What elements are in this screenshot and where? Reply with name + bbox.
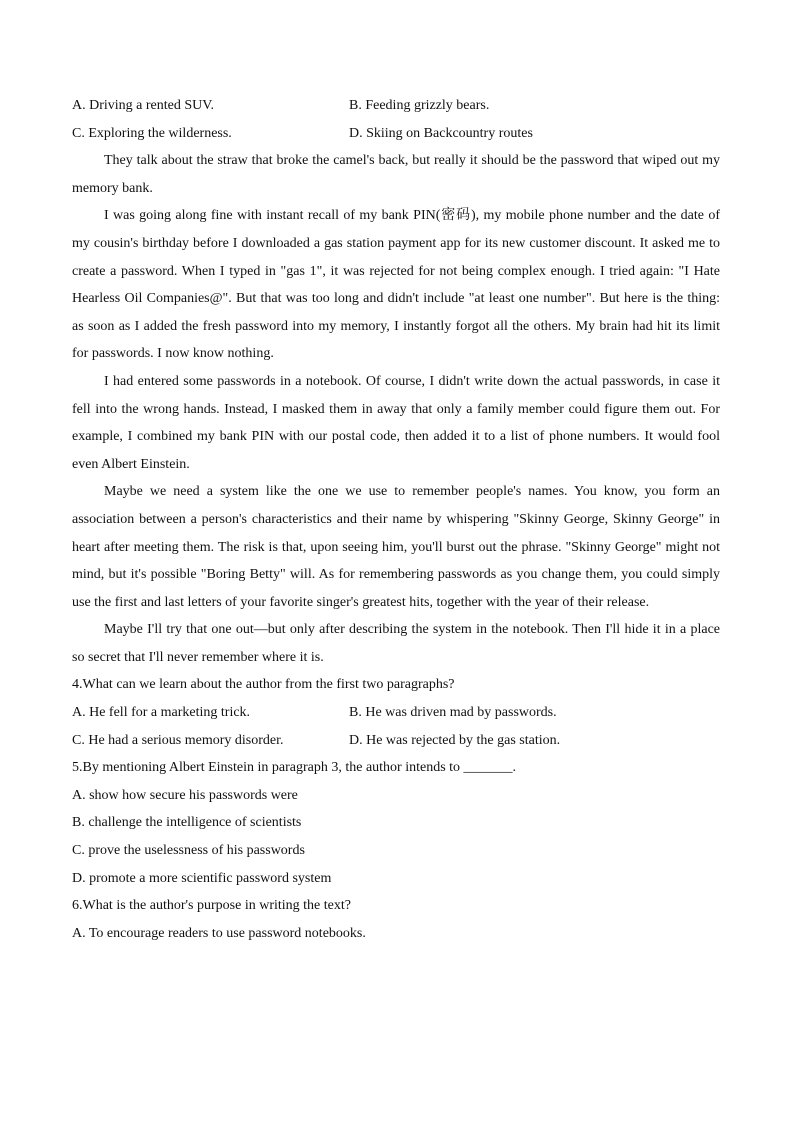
question-5-stem: 5.By mentioning Albert Einstein in paragraph 3, the author intends to _______.	[72, 760, 517, 776]
option-a: A. Driving a rented SUV.	[72, 98, 215, 113]
question-5-option-b: B. challenge the intelligence of scientists	[72, 815, 302, 831]
page-content	[72, 92, 720, 947]
passage-paragraph-2: I was going along fine with instant recall of my bank PIN(密码), my mobile phone number and the date of my cousin's birthday before I downloaded a gas station payment app for its new customer discount. It asked me to create a password. When I typed in "gas 1", it was rejected for not being complex enough. I tried again: "I Hate Hearless Oil Companies@". But that was too long and didn't include "at least one number". But here is the thing: as soon as I added the fresh password into my memory, I instantly forgot all the others. My brain had hit its limit for passwords. I now know nothing.	[72, 208, 720, 362]
question-4-option-row	[72, 727, 720, 755]
question-6-option-a: A. To encourage readers to use password notebooks.	[72, 925, 366, 941]
passage-paragraph-4: Maybe we need a system like the one we use to remember people's names. You know, you form an association between a person's characteristics and their name by whispering "Skinny George, Skinny George" in heart after meeting them. The risk is that, upon seeing him, you'll burst out the phrase. "Skinny George" might not mind, but it's possible "Boring Betty" will. As for remembering passwords as you change them, you could simply use the first and last letters of your favorite singer's greatest hits, together with the year of their release.	[72, 484, 720, 610]
passage-paragraph-1: They talk about the straw that broke the camel's back, but really it should be the password that wiped out my memory bank.	[72, 153, 720, 196]
question-4-option-d: D. He was rejected by the gas station.	[349, 732, 561, 748]
passage-paragraph-3: I had entered some passwords in a notebook. Of course, I didn't write down the actual passwords, in case it fell into the wrong hands. Instead, I masked them in away that only a family member could figure them out. For example, I combined my bank PIN with our postal code, then added it to a list of phone numbers. It would fool even Albert Einstein.	[72, 373, 720, 472]
question-5-option-a: A. show how secure his passwords were	[72, 787, 298, 803]
question-5-option-c: C. prove the uselessness of his passwords	[72, 843, 305, 859]
option-d: D. Skiing on Backcountry routes	[349, 125, 533, 141]
option-c: C. Exploring the wilderness.	[72, 125, 232, 141]
question-4-option-b: B. He was driven mad by passwords.	[349, 705, 557, 721]
question-4-option-c: C. He had a serious memory disorder.	[72, 732, 284, 748]
question-4-option-row	[72, 699, 720, 727]
option-row	[72, 120, 720, 148]
question-4-option-a: A. He fell for a marketing trick.	[72, 705, 251, 721]
question-6-stem: 6.What is the author's purpose in writing the text?	[72, 898, 351, 914]
passage-paragraph-5: Maybe I'll try that one out—but only after describing the system in the notebook. Then I'll hide it in a place so secret that I'll never remember where it is.	[72, 622, 720, 665]
question-5-option-d: D. promote a more scientific password system	[72, 870, 332, 886]
question-4-stem: 4.What can we learn about the author from the first two paragraphs?	[72, 677, 455, 693]
option-b: B. Feeding grizzly bears.	[349, 98, 490, 113]
option-row	[72, 92, 720, 120]
